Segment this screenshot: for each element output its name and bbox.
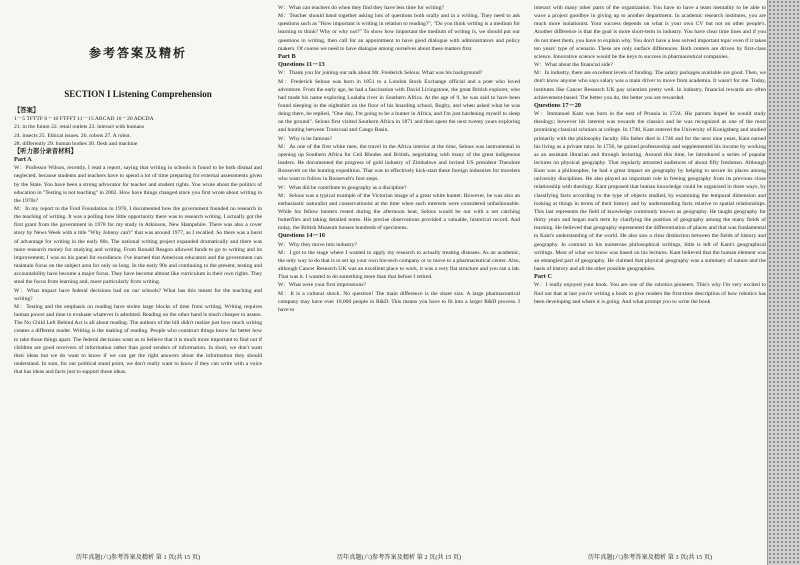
binding-strip xyxy=(767,0,800,565)
column-1 xyxy=(14,0,262,565)
dialogue-paragraph: M：Teacher should band together asking lots of questions both orally and in a writing. They need to ask questions such as "How important is writing in relation to reading?", "Do you think writing is a medium for learning to think? Why or why not?" To show how important the medium of writing is, we should put our questions in writing, then call for an appointment to have good dialogue with administrators and policy makers. Of course we need to have dialogue among ourselves about these matters first. xyxy=(278,13,520,52)
dialogue-paragraph: M：Selous was a typical example of the Victorian image of a great white hunter. However, he was also an enthusiastic naturalist and conservationist at the time when such interests were considered unfashionable. While his fellow hunters rested during the afternoon heat, Selous would be out with a net catching butterflies and taking detailed notes. His precise observations provided a valuable, historical record. And today, the British Museum houses hundreds of specimens. xyxy=(278,192,520,232)
dialogue-paragraph: W：Immanuel Kant was born in the east of Prussia in 1724. His parents hoped he would study theology; however his interest was towards the classics and he was recognized as one of the most promising classical scholars at college. In 1740, Kant entered the University of Konigsberg and studied primarily with the philosophy faculty. His father died in 1746 and for the next nine years, Kant earned his living as a private tutor. In 1756, he gained professorship and supplemented his income by working as an assistant librarian and through lecturing. Around this time, he introduced a series of popular lectures on physical geography. That regularly attracted audiences of about fifty freshmen. Although Kant was a philosopher, he had a great impact on geography by helping to secure its places among university disciplines. He also played an important role in freeing geography from its previous close relationship with theology. Kant proposed that human knowledge could be organized in three ways, by classifying facts according to the type of objects studied, by examining the temporal dimension and looking at things in terms of their history and by understanding facts relative to spatial relationships. This last represents the field of knowledge commonly known as geography. He taught geography for thirty years and began each term by clarifying the position of geography among the many fields of learning. He believed that geography represented the differentiation of places and that was fundamental to Kant's understanding of the world. He also saw a clear distinction between the fields of history and geography. In contrast to his numerous philosophical writings, little is left of Kant's geographical writings. Most of what we know was based on his lectures. Kant believed that the human element was an entangled part of geography. He claimed that physical geography was a summary of nature and the basis of history and all the other possible geographies. xyxy=(534,111,766,273)
dialogue-paragraph: M：As one of the first white men, the travel in the Africa interior at the time, Selous was instrumental in opening up Southern Africa for Ceil Rhodes and British, negotiating with many of the great indigenous leaders. He documented the progress of gold industry of Zimbabwe and invited US president Theodore Roosevelt on the hunting expedition. That was to effectively kick-start these foreign industries for travelers who want to follow in Roosevelt's foot steps. xyxy=(278,143,520,183)
column-3 xyxy=(534,0,766,565)
column-3-body xyxy=(534,4,766,306)
dialogue-paragraph: M：In my report to the Ford Foundation in 1976, I documented how the government founded no research in the teaching of writing. It was a polling how little opportunity there was to research writing. I actually got the first grant from the government in 1978 for my study in Atkinson, New Hampshire. There was also a cover story by News Week with a title "Why Johnny can't" that was around 1977, as I recalled. So there was a burst of advantage for writing in the early 80s. The national writing project expanded dramatically and there was more research money for studying and writing. From Ronald Reagon allowed funds to go to writing and its improvement, I was on his panel for excellence. I've learned that American educators and the government can maintain focus on the subject area for only so long. In the early 90s and continuing to the present, testing and accountability have become a major focus. They have become almost like curriculum in their own rights. They steal the focus from learning and, more particularly from writing. xyxy=(14,206,262,286)
dialogue-paragraph: W：What can teachers do when they find they have less time for writing? xyxy=(278,5,444,11)
dialogue-paragraph: W：What about the financial side? xyxy=(534,62,613,69)
section-heading: Part C xyxy=(534,273,553,281)
dialogue-paragraph: M：I got to the stage where I wanted to apply my research to actually treating diseases. As an academic, the only way to do that is to set up your own bio-tech company or to move to a pharmaceutical center. Also, although Cancer Research UK was an excellent place to work, it was a very flat structure and you ran a lab. That was it. I wanted to do something more than that before I retired. xyxy=(278,249,520,281)
dialogue-paragraph: W：Why they move into industry? xyxy=(278,241,357,248)
dialogue-paragraph: W：What were your first impressions? xyxy=(278,282,366,289)
dialogue-paragraph: M：Testing and the emphasis on reading have stolen large blocks of time from writing. Writing requires human power and time to evaluate whatever is admitted. Reading on the other hand is much cheaper to assess. The No Child Left Behind Act is all about reading. The authors of the bill didn't realize just how much writing creates a different reader. Writing is the making of reading. People who construct things know far better how to take those things apart. The federal decisions want us to believe that it is much more important to find out if children are good receivers of information rather than good senders of information. In short, we don't want their ideas but we do want to know if we can get the right answers about the information they should understand. In sum, for our political stand point, we don't really want to know if they can write with a voice that has ideas and facts just to support those ideas. xyxy=(14,303,262,376)
answer-line: 21. in the future 22. retail outlets 23. interact with humans xyxy=(14,124,145,131)
dialogue-paragraph: M：It is a cultural shock. No question! The main difference is the share size. A large pharmaceutical company may have over 10,000 people in R&D. This means you have to fit into a larger R&D process. I have to xyxy=(278,290,520,313)
dialogue-paragraph: W：Why is he famous? xyxy=(278,135,332,142)
material-heading: 【听力部分录音材料】 xyxy=(14,147,77,155)
page-title: 参考答案及精析 xyxy=(88,46,187,60)
part-a-heading: Part A xyxy=(14,156,32,164)
answer-line: 24. insects 25. Ethical issues. 26. robots 27. A robot. xyxy=(14,132,131,139)
column-2-body xyxy=(278,4,520,314)
section-heading: Questions 11－13 xyxy=(278,61,325,69)
dialogue-paragraph: W：What impact have federal decisions had on our schools? What has this meant for the teaching and writing? xyxy=(14,287,262,302)
section-title: SECTION I Listening Comprehension xyxy=(64,89,212,99)
dialogue-paragraph: M：Frederick Selous was born in 1851 to a London Stock Exchange official and a poet who loved adventure. From the early age, he had a fascination with David Livingstone, the great British explorer, who had made his name exploring Lualaba river in Southern Africa. At the age of 9, he was said to have been found sleeping in the nightshirt on the floor of his boarding school, Rugby, and when asked what he was doing there, he replied, "One day, I'm going to be a hunter in Africa, and I'm just hardening myself to sleep on the ground". Selous first visited Southern Africa in 1871 and then spent the next twenty years exploring and hunting between Transvaal and Cango Basin. xyxy=(278,78,520,134)
answer-line: 1－5 TFTTF 6－10 FTFFT 11－15 ABCAD 16－20 ADCDA xyxy=(14,116,154,123)
dialogue-paragraph: interact with many other parts of the organization. You have to have a team mentality to be able to wave a project goodbye in giving up to another department. In academic research institutes, you are much more isolationist. Your success depends on what is your own CV but not on other people's. Another difference is that the goal is more short-term in industry. You have clear time lines and if you do not meet them, you have to explain why. You don't have a less solved important topic even if it takes ten years' type of scenario. These are only surface differences. Both centers are driven by first-class science. Innovative science would be the keys to success in pharmaceutical companies. xyxy=(534,5,766,60)
answers-heading: 【答案】 xyxy=(14,107,40,114)
dialogue-paragraph: W：Thank you for joining our talk about Mr. Frederick Selous. What was his background? xyxy=(278,70,483,77)
page-footer-1: 历年真题(六)参考答案及精析 第 1 页(共 15 页) xyxy=(75,554,201,561)
page-footer-2: 历年真题(六)参考答案及精析 第 2 页(共 15 页) xyxy=(336,554,462,561)
section-heading: Part B xyxy=(278,52,296,60)
page-footer-3: 历年真题(六)参考答案及精析 第 3 页(共 15 页) xyxy=(587,554,713,561)
answer-line: 28. differently 29. human bodies 30. flesh and machine xyxy=(14,140,138,147)
dialogue-paragraph: W：What did he contribute to geography as a discipline? xyxy=(278,184,407,191)
section-heading: Questions 14－16 xyxy=(278,232,326,240)
dialogue-paragraph: W：I really enjoyed your book. You are one of the robotics pioneers. This's why I'm very excited to find out that at last you're writing a book to give readers the first-time description of how robotics has been developing and where it is going. And what prompt you to write the book xyxy=(534,282,766,305)
section-heading: Questions 17－20 xyxy=(534,101,582,109)
dialogue-paragraph: M：In industry, there are excellent levels of funding. The salary packages available are good. Then, we don't know anyone who says salary was a main driver to move from academia. It wasn't for me. Today, institutes like Cancer Research UK pay scientists pretty well. In industry, financial rewards are often achievement-based. The better you do, the better you are rewarded. xyxy=(534,70,766,101)
column-2 xyxy=(278,0,520,565)
dialogue-paragraph: W：Professor Wilson, recently, I read a report, saying that writing in schools is found to be both dismal and neglected, because students and teachers have to spend a lot of time preparing for external assessments given by the State. You have been a strong advocator for teacher and student rights. You wrote about the politics of education in "Testing is not teaching" in 2002. How have things changed since you first wrote about writing in the 1970s? xyxy=(14,165,262,204)
